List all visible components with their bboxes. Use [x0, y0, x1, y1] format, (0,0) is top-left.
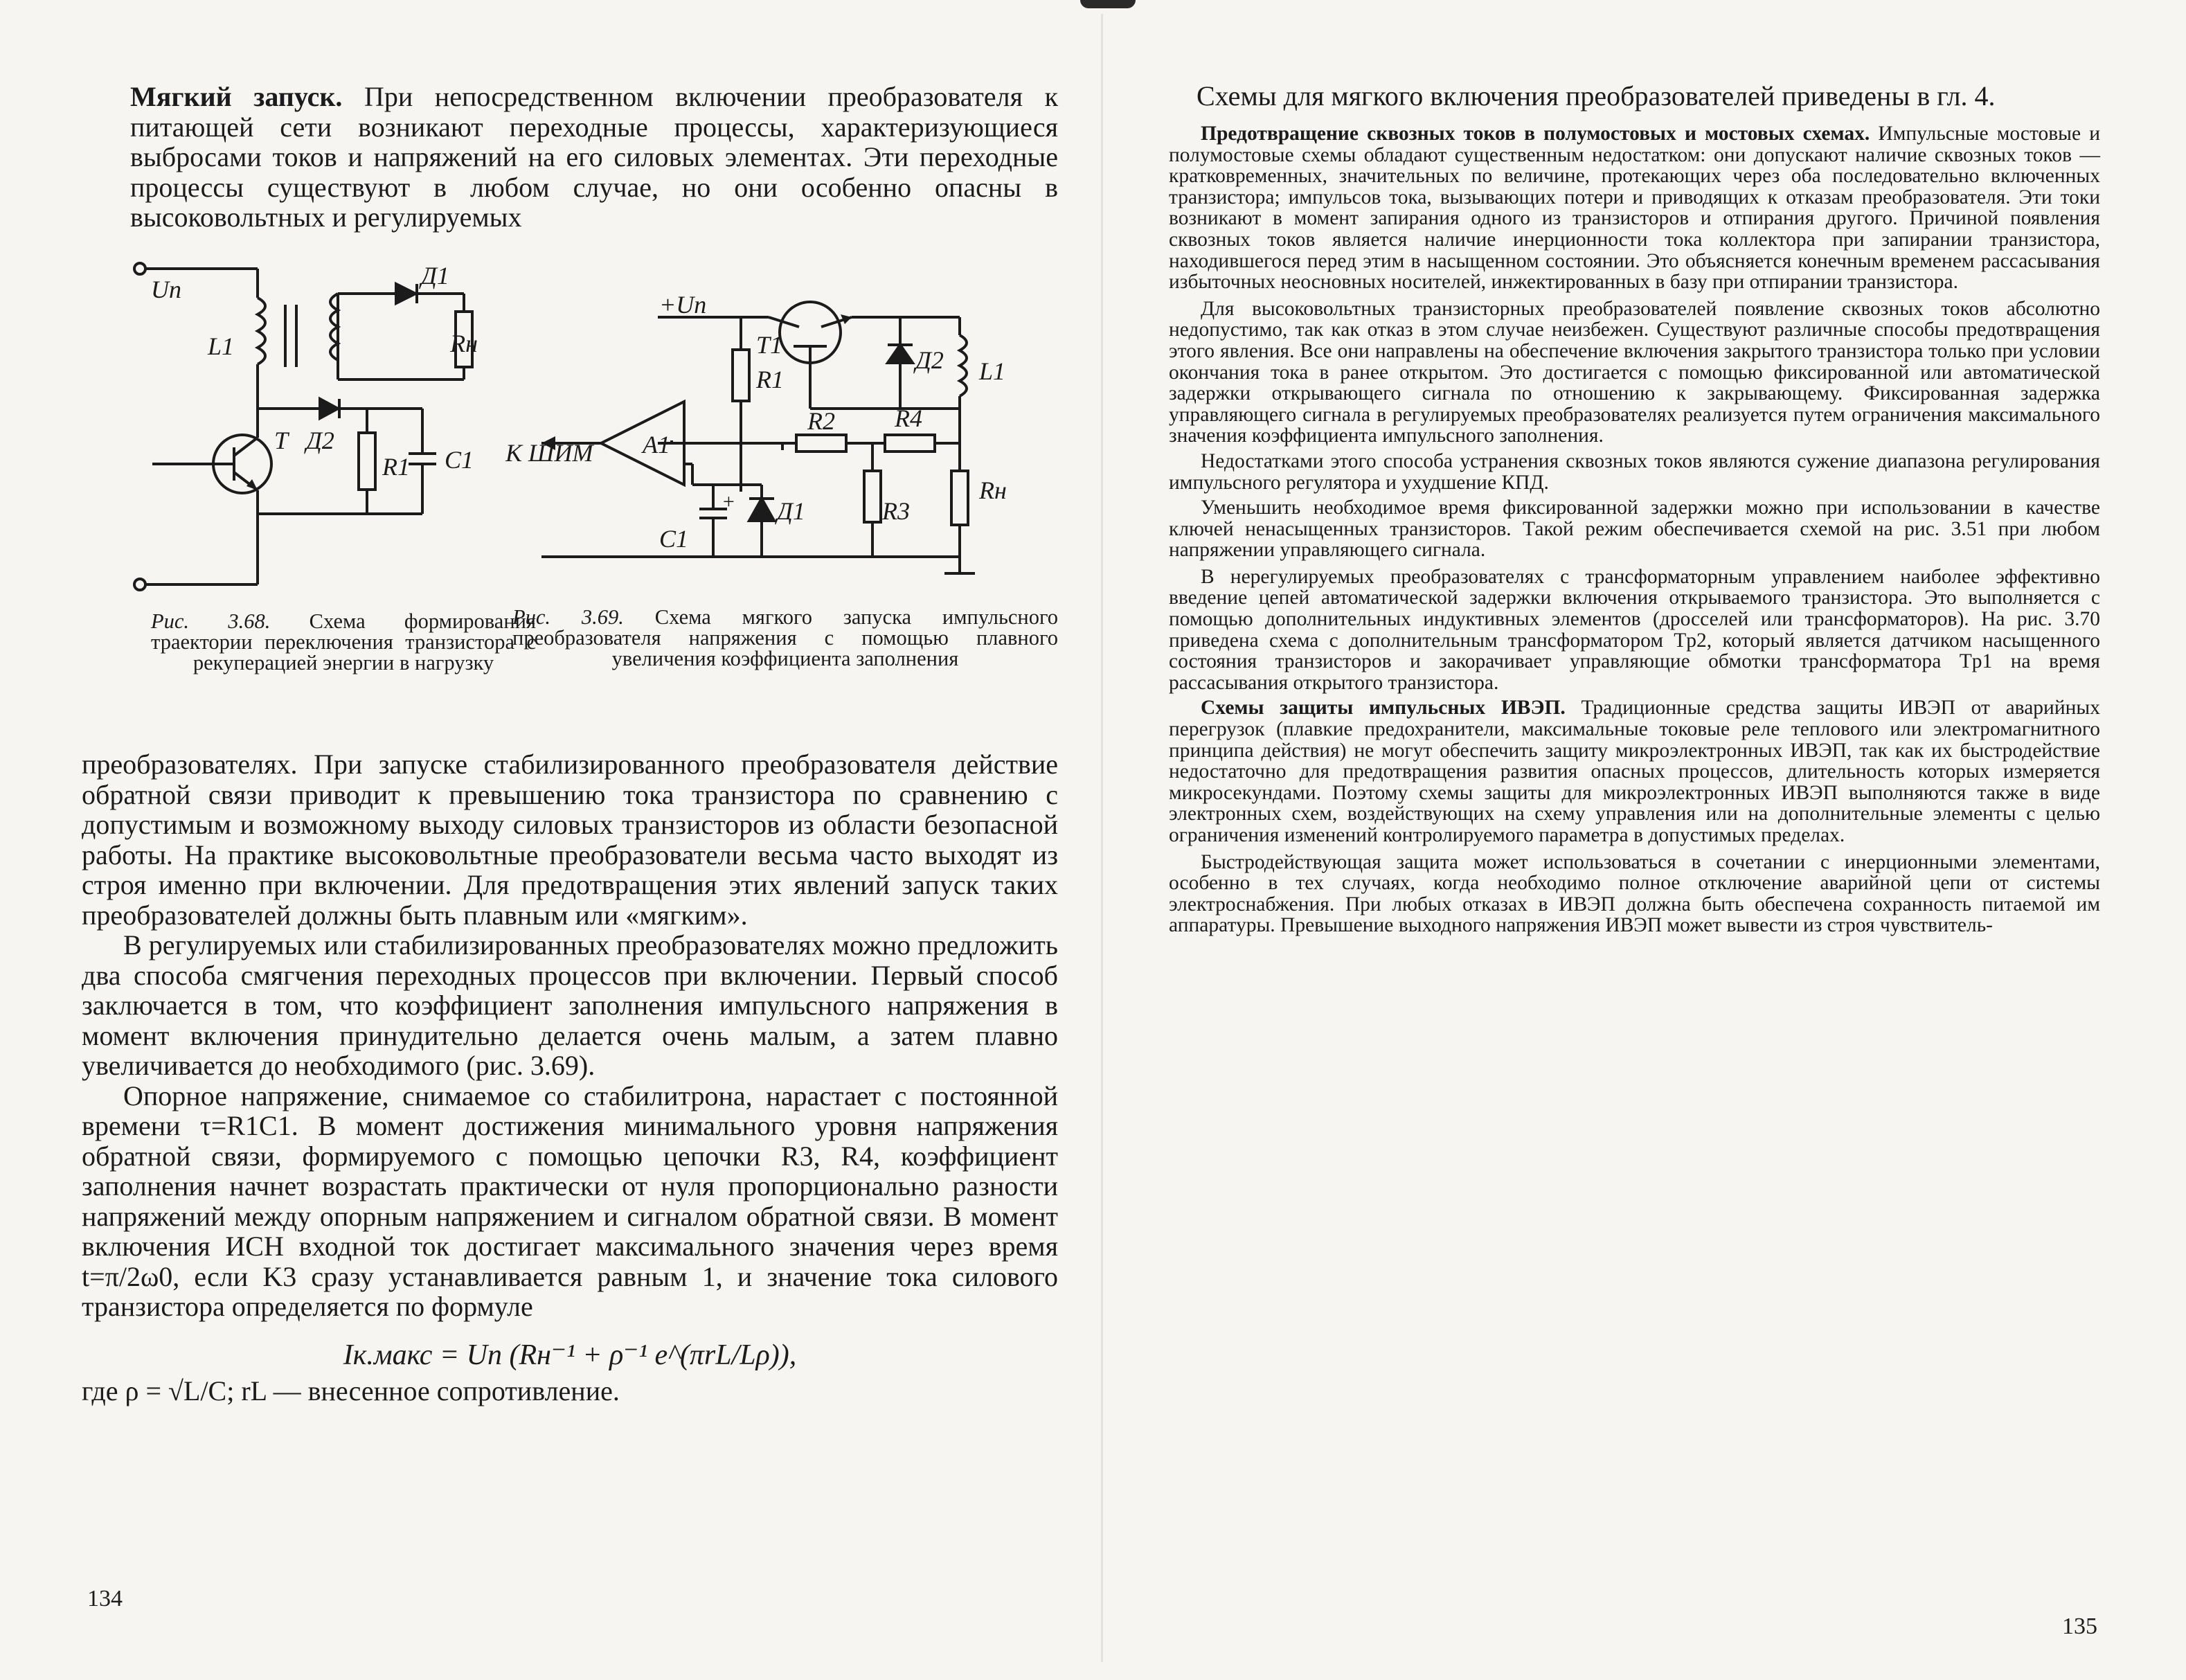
paragraph-delay-reduction: Уменьшить необходимое время фиксированной задержки можно при использовании в качестве ключей ненасыщенных транзисторов. Такой режим обеспечивается схемой на рис. 3.51 при любом напряжении управляющего сигнала. — [1169, 497, 2100, 562]
book-spine-mark — [1080, 0, 1136, 8]
fig369-label-t1: T1 — [756, 331, 783, 359]
formula-where-line: где ρ = √L/C; rL — внесенное сопротивление. — [82, 1375, 620, 1406]
figure-3-69-caption: Рис. 3.69. Схема мягкого запуска импульсного преобразователя напряжения с помощью плавного увеличения коэффициента заполнения — [512, 605, 1058, 670]
soft-start-heading: Мягкий запуск. — [130, 81, 343, 112]
fig369-label-r3: R3 — [882, 497, 910, 525]
page-number-right: 135 — [2062, 1614, 2097, 1639]
fig369-label-a1: A1 — [643, 431, 670, 458]
book-gutter — [1101, 14, 1103, 1662]
fig369-label-r2: R2 — [807, 407, 835, 435]
paragraph-reference-voltage: Опорное напряжение, снимаемое со стабилитрона, нарастает с постоянной времени τ=R1C1. В момент достижения минимального уровня напряжения обратной связи, формируемого с помощью цепочки R3, R4, коэффициент заполнения начнет возрастать практически от нуля пропорционально разности напряжений между опорным напряжением и сигналом обратной связи. В момент включения ИСН входной ток достигает максимального значения через время t=π/2ω0, если K3 сразу устанавливается равным 1, и значение тока силового транзистора определяется по формуле — [82, 1080, 1058, 1322]
formula-collector-current: Iк.макс = Uп (Rн⁻¹ + ρ⁻¹ e^(πrL/Lρ)), — [343, 1339, 797, 1371]
fig369-label-kshim: К ШИМ — [505, 439, 593, 467]
fig368-label-c1: C1 — [445, 446, 474, 474]
left-body-text — [82, 749, 1058, 1406]
fig369-label-plus-un: +Uп — [659, 291, 707, 319]
paragraph-high-voltage: Для высоковольтных транзисторных преобразователей появление сквозных токов абсолютно недопустимо, так как отказ в этом случае неизбежен. Существуют различные способы предотвращения этого явления. Все они направлены на обеспечение включения закрытого транзистора только при условии окончания тока в ранее открытом. Это достигается с помощью фиксированной или автоматической задержки открывающего сигнала по отношению к закрывающему. Фиксированная задержка управляющего сигнала в регулируемых преобразователях реализуется путем ограничения максимального значения коэффициента импульсного заполнения. — [1169, 297, 2100, 447]
soft-start-paragraph: Мягкий запуск. При непосредственном включении преобразователя к питающей сети возникают переходные процессы, характеризующиеся выбросами токов и напряжений на его силовых элементах. Эти переходные процессы существуют в любом случае, но они особенно опасны в высоковольтных и регулируемых — [130, 81, 1059, 233]
paragraph-two-methods: В регулируемых или стабилизированных преобразователях можно предложить два способа смягчения переходных процессов при включении. Первый способ заключается в том, что коэффициент заполнения импульсного напряжения в момент включения принудительно делается очень малым, а затем плавно увеличивается до необходимого (рис. 3.69). — [82, 929, 1058, 1081]
fig368-label-un: Uп — [151, 276, 181, 303]
page-number-left: 134 — [87, 1586, 123, 1611]
fig369-label-r1: R1 — [756, 366, 784, 393]
paragraph-drawbacks: Недостатками этого способа устранения сквозных токов являются сужение диапазона регулирования импульсного регулятора и ухудшение КПД. — [1169, 449, 2100, 494]
paragraph-transformer-control: В нерегулируемых преобразователях с трансформаторным управлением наиболее эффективно введение цепей автоматической задержки включения открываемого транзистора. Это выполняется с помощью дополнительных индуктивных элементов (дросселей или трансформаторов). На рис. 3.70 приведена схема с дополнительным трансформатором Tp2, который является датчиком насыщенного состояния транзисторов и закорачивает управляющие обмотки трансформатора Tp1 на время рассасывания открытого транзистора. — [1169, 565, 2100, 694]
right-body-text — [1169, 82, 2100, 936]
fig368-label-d1: Д1 — [421, 262, 449, 289]
figure-3-68-schematic — [125, 256, 485, 602]
fig368-label-d2: Д2 — [306, 427, 334, 454]
fig368-label-l1: L1 — [208, 332, 235, 360]
paragraph-fast-protection: Быстродействующая защита может использоваться в сочетании с инерционными элементами, особенно в тех случаях, когда необходимо полное отключение аварийной цепи от системы электроснабжения. При любых отказах в ИВЭП должна быть обеспечена сохранность питаемой им аппаратуры. Превышение выходного напряжения ИВЭП может вывести из строя чувствитель- — [1169, 850, 2100, 937]
fig369-label-plus: + — [722, 490, 736, 513]
paragraph-protection: Схемы защиты импульсных ИВЭП. Традиционные средства защиты ИВЭП от аварийных перегрузок (плавкие предохранители, максимальные токовые реле теплового или электромагнитного принципа действия) не могут обеспечить защиту микроэлектронных ИВЭП, так как их быстродействие недостаточно для предотвращения развития опасных процессов, длительность которых измеряется микросекундами. Поэтому схемы защиты для микроэлектронных ИВЭП выполняются также в виде электронных схем, воздействующих на схему управления или на дополнительные элементы с целью ограничения изменений контролируемого параметра в допустимых пределах. — [1169, 697, 2100, 846]
fig369-label-r4: R4 — [895, 404, 922, 432]
paragraph-startup-transients: преобразователях. При запуске стабилизированного преобразователя действие обратной связи приводит к превышению тока транзистора по сравнению с допустимым и возможному выходу силовых транзисторов из области безопасной работы. На практике высоковольтные преобразователи весьма часто выходят из строя именно при включении. Для предотвращения этих явлений запуск таких преобразователей должны быть плавным или «мягким». — [82, 749, 1058, 931]
fig368-label-t: T — [274, 427, 289, 454]
paragraph-shoot-through: Предотвращение сквозных токов в полумостовых и мостовых схемах. Импульсные мостовые и полумостовые схемы обладают существенным недостатком: они допускают наличие сквозных токов — кратковременных, значительных по величине, протекающих через оба последовательно включенных транзистора; импульсов тока, вызывающих потери и приводящих к отказам преобразователя. Эти токи возникают в момент запирания одного из транзисторов и отпирания другого. Причиной появления сквозных токов является наличие инерционности тока коллектора при запирании транзистора, находившегося перед этим в насыщенном состоянии. Это объясняется конечным временем рассасывания избыточных неосновных носителей, инжектированных в базу при отпирании транзистора. — [1169, 123, 2101, 294]
fig369-label-l1: L1 — [979, 357, 1006, 385]
fig369-label-rn: Rн — [979, 476, 1007, 504]
protection-heading: Схемы защиты импульсных ИВЭП. — [1201, 697, 1566, 720]
figure-3-69-schematic — [505, 263, 1087, 596]
fig369-label-c1: C1 — [659, 525, 689, 553]
paragraph-soft-start-ref: Схемы для мягкого включения преобразователей приведены в гл. 4. — [1197, 80, 1996, 111]
fig368-label-r1: R1 — [382, 453, 410, 481]
shoot-through-heading: Предотвращение сквозных токов в полумостовых и мостовых схемах. — [1201, 123, 1870, 145]
fig369-label-d2: Д2 — [915, 346, 944, 374]
fig369-label-d1: Д1 — [777, 497, 805, 525]
fig368-label-rn: Rн — [450, 330, 478, 357]
figure-3-68-caption: Рис. 3.68. Схема формирования траектории переключения транзистора с рекуперацией энергии в нагрузку — [151, 609, 537, 674]
